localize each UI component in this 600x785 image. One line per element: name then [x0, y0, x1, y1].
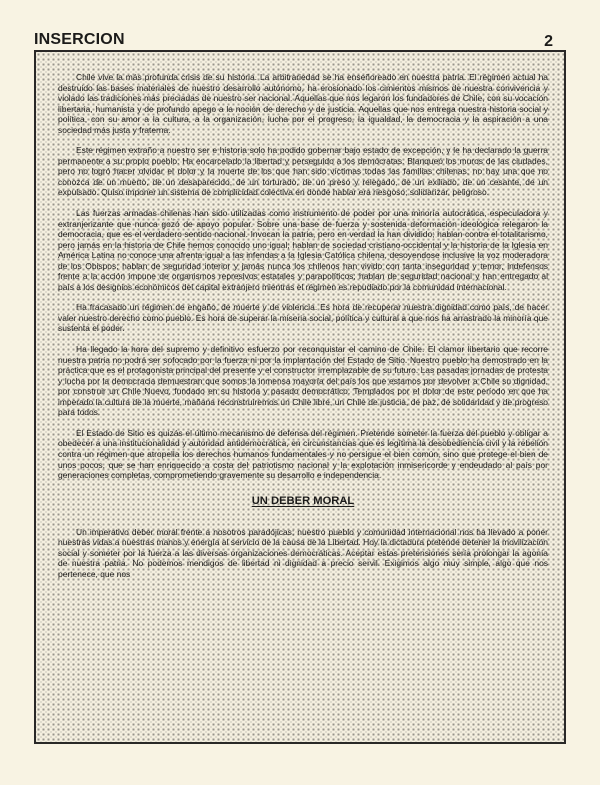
paragraph-1: Chile vive la más profunda crisis de su historia. La arbitrariedad se ha enseñoreado en nuestra patria. El régimen actual ha destruido las bases materiales de nuestro desarrollo autónomo, ha erosionado los cimientos mismos de nuestra convivencia y violado las tradiciones más preciadas de nuestro ser nacional. Aquellas que nos legaron los fundadores de Chile, con su vocación libertaria, humanista y de profundo apego a la noción de derecho y de justicia. Aquellas que nos entrega nuestra historia social y política, con su amor a la cultura, a la organización, lucha por el progreso, la igualdad, la democracia y la aspiración a una sociedad más justa y fraterna. [58, 72, 548, 135]
paragraph-6: El Estado de Sitio es quizás el último mecanismo de defensa del régimen. Pretende someter la fuerza del pueblo y obligar a obedecer a una institucionalidad y autoridad antidemocrática, en circunstancias que es legítima la desobediencia civil y la rebelión contra un régimen que atropella los derechos humanos fundamentales y no persigue el bien común, sino que protege el bien de unos pocos, que se han enriquecido a costa del patriotismo nacional y la explotación inmisericorde y endeudado al país por generaciones completas, comprometiendo gravemente su desarrollo e independencia. [58, 427, 548, 481]
paragraph-7: Un imperativo deber moral frente a nosotros paradójicas; nuestro pueblo y comunidad internacional nos ha llevado a poner nuestras vidas a nuestras manos y energía al servicio de la causa de la Libertad. Hoy la dictadura pretende detener la movilización social y someter por la fuerza a las diversas organizaciones democráticas. Aceptar estas pretensiones sería prolongar la agonía de nuestra patria. No podemos mendigos de libertad ni dignidad a precio servil. Exigimos algo muy simple, algo que nos pertenece, que nos [58, 526, 548, 579]
section-title: UN DEBER MORAL [251, 494, 355, 507]
page-number: 2 [544, 33, 553, 50]
text-frame [34, 50, 566, 744]
article-content [58, 72, 548, 726]
paragraph-5: Ha llegado la hora del supremo y definitivo esfuerzo por reconquistar el camino de Chile. El clamor libertario que recorre nuestra patria no podrá ser sofocado por la fuerza ni por la implantación del Estado de Sitio. Nuestro pueblo ha demostrado en la práctica que es el protagonista principal del presente y el constructor irremplazable de su futuro. Las pasadas jornadas de protesta y lucha por la democracia demuestran que somos la inmensa mayoría del país los que estamos por devolver a Chile su dignidad, por construir un Chile Nuevo, fundado en su historia y pasado democrático. Templados por el dolor de este período en que ha imperado la cultura de la muerte, mañana reconstruiremos un Chile libre, un Chile de justicia, de paz, de solidaridad y de progreso para todos. [58, 344, 548, 418]
paragraph-2: Este régimen extraño a nuestro ser e historia solo ha podido gobernar bajo estado de excepción, y le ha declarado la guerra permanente a su propio pueblo. Ha encarcelado la libertad y perseguido a los demócratas. Blanqueó los muros de las ciudades, pero no logró hacer olvidar el dolor y la muerte de los que han sido víctimas todas las familias chilenas, no hay una que no conozca de un muerto, de un desaparecido, de un torturado, de un preso y relegado, de un exiliado, de un cesante, de un expulsado. Quiso imponer un sistema de complicidad colectiva en donde hablar era riesgoso; solidarizar, peligroso. [58, 145, 548, 198]
paragraph-3: Las fuerzas armadas chilenas han sido utilizadas como instrumento de poder por una minoría autocrática, especuladora y extranjerizante que nunca gozó de apoyo popular. Sobre una base de fuerza y sostenida deformación ideológica relegaron la democracia, que es el verdadero sentido nacional. Invocan la patria, pero en verdad la han dividido; hablan contra el totalitarismo, pero jamás en la historia de Chile hemos conocido uno igual; hablan de sociedad cristiano-occidental y la historia de la Iglesia en América Latina no conoce una afrenta igual a las infendas a la Iglesia Católica chilena, desoyendose inclusive la voz moderadora de los Obispos; hablan de seguridad interior y jamás nunca los chilenos han vivido con tanta inseguridad y temor, indefensos frente a la acción impune de organismos represivos estatales y parapolíticos; hablan de seguridad nacional y han entregado al país a los designios económicos del capital extranjero mientras el régimen es repudiado por la comunidad internacional. [58, 208, 548, 292]
page-header-title: INSERCION [34, 31, 125, 48]
paragraph-4: Ha fracasado un régimen de engaño, de muerte y de violencia. Es hora de recuperar nuestra dignidad como país, de hacer valer nuestro derecho como pueblo. Es hora de superar la miseria social, política y cultural a que nos ha arrastrado la minoría que sustenta el poder. [58, 302, 548, 334]
